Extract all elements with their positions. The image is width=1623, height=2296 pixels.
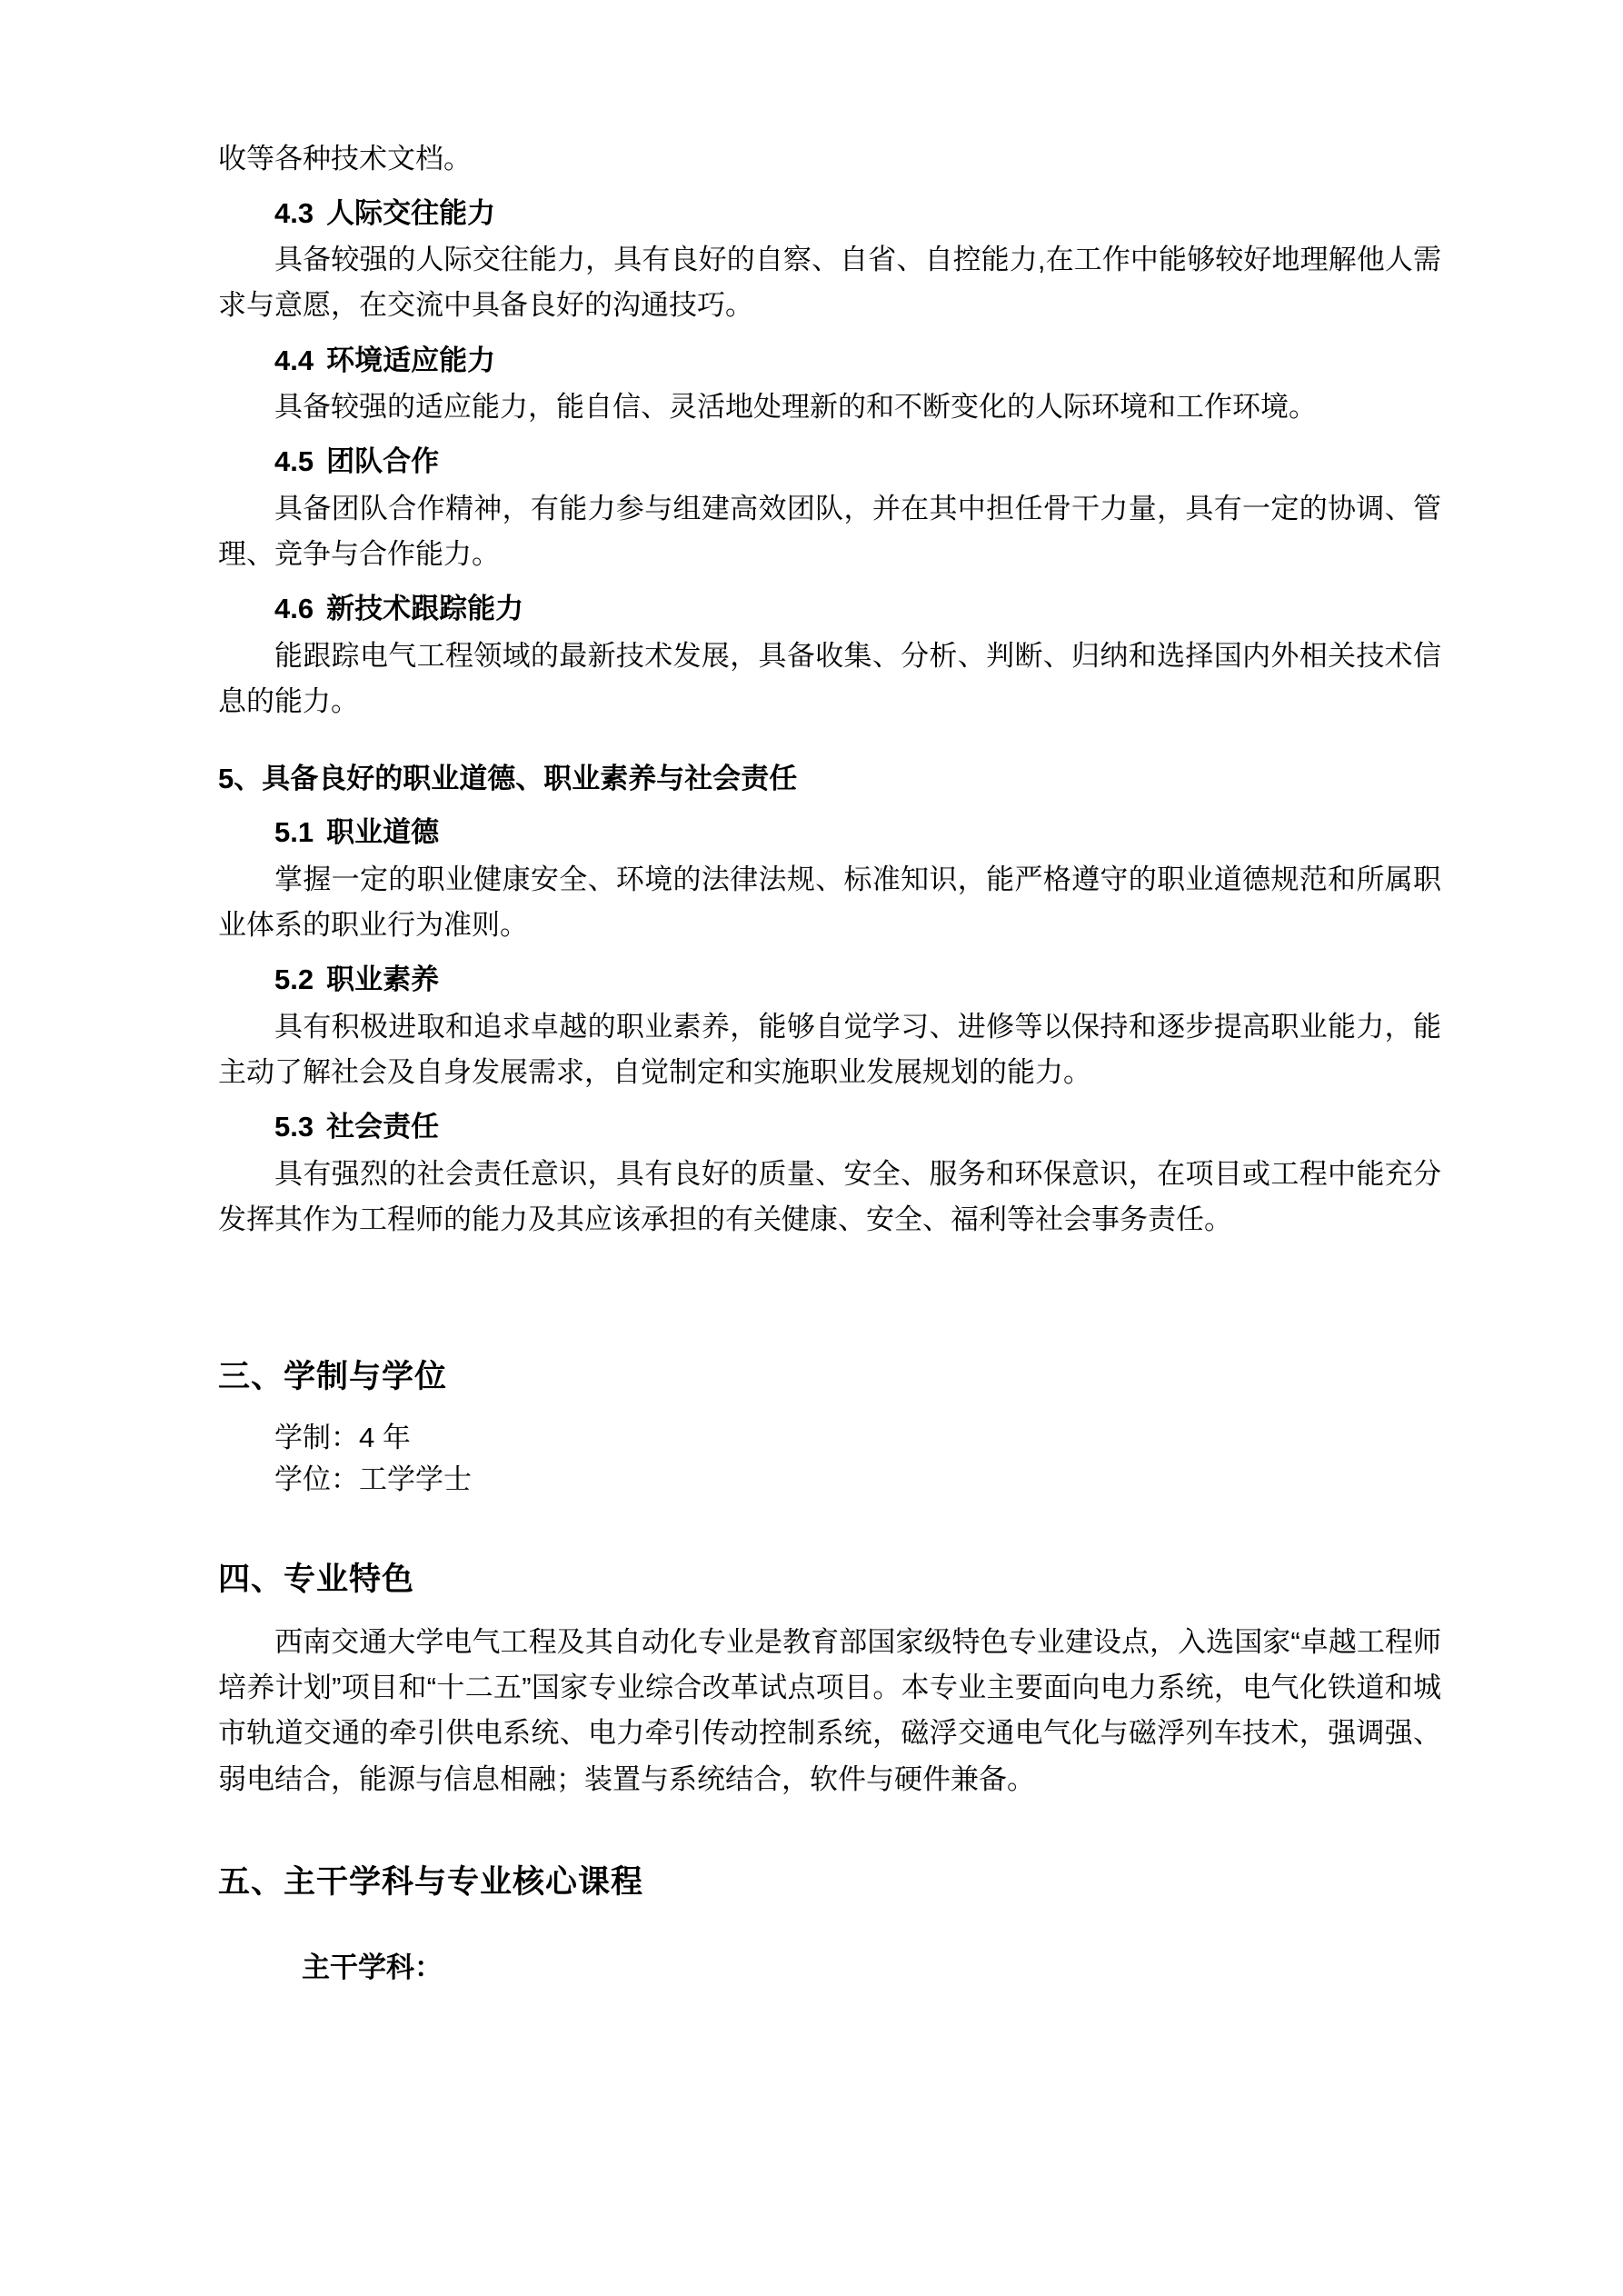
subsection-heading-4-6 [218, 586, 1441, 632]
subsection-title-4-4: 环境适应能力 [326, 344, 496, 376]
chapter-heading-5: 五、主干学科与专业核心课程 [218, 1863, 644, 1900]
subsection-title-5-1: 职业道德 [326, 816, 440, 849]
subsection-heading-5-2 [218, 957, 1441, 1003]
subsection-title-4-3: 人际交往能力 [326, 196, 496, 229]
subsection-heading-5-1 [218, 810, 1441, 855]
subsection-paragraph-4-5: 具备团队合作精神，有能力参与组建高效团队，并在其中担任骨干力量，具有一定的协调、管理、竞争与合作能力。 [218, 493, 1441, 571]
subsection-number-4-6: 4.6 [274, 593, 314, 625]
subsection-heading-4-5 [218, 439, 1441, 484]
subsection-title-5-3: 社会责任 [326, 1111, 440, 1143]
subsection-heading-4-3 [218, 191, 1441, 236]
subsection-heading-4-4 [218, 338, 1441, 384]
chapter4-paragraph: 西南交通大学电气工程及其自动化专业是教育部国家级特色专业建设点，入选国家“卓越工程师培养计划”项目和“十二五”国家专业综合改革试点项目。本专业主要面向电力系统，电气化铁道和城市轨道交通的牵引供电系统、电力牵引传动控制系统，磁浮交通电气化与磁浮列车技术，强调强、弱电结合，能源与信息相融；装置与系统结合，软件与硬件兼备。 [218, 1625, 1441, 1795]
chapter5-subheading-main-disciplines: 主干学科： [302, 1952, 443, 1984]
section-heading-5: 5、具备良好的职业道德、职业素养与社会责任 [218, 762, 798, 794]
chapter3-line-degree: 学位：工学学士 [274, 1462, 472, 1495]
subsection-title-5-2: 职业素养 [326, 963, 440, 996]
subsection-paragraph-5-1: 掌握一定的职业健康安全、环境的法律法规、标准知识，能严格遵守的职业道德规范和所属职业体系的职业行为准则。 [218, 863, 1441, 941]
chapter-heading-4: 四、专业特色 [218, 1562, 415, 1598]
subsection-number-5-2: 5.2 [274, 963, 314, 996]
subsection-paragraph-5-3: 具有强烈的社会责任意识，具有良好的质量、安全、服务和环保意识，在项目或工程中能充分发挥其作为工程师的能力及其应该承担的有关健康、安全、福利等社会事务责任。 [218, 1157, 1441, 1235]
continuation-paragraph: 收等各种技术文档。 [218, 143, 472, 175]
chapter-heading-3: 三、学制与学位 [218, 1359, 448, 1395]
subsection-number-5-3: 5.3 [274, 1111, 314, 1143]
chapter3-line-study-length: 学制：4 年 [274, 1421, 411, 1453]
subsection-heading-5-3 [218, 1104, 1441, 1150]
subsection-paragraph-5-2: 具有积极进取和追求卓越的职业素养，能够自觉学习、进修等以保持和逐步提高职业能力，能主动了解社会及自身发展需求，自觉制定和实施职业发展规划的能力。 [218, 1010, 1441, 1088]
subsection-number-4-4: 4.4 [274, 344, 314, 376]
subsection-number-4-5: 4.5 [274, 445, 314, 478]
subsection-title-4-6: 新技术跟踪能力 [326, 593, 524, 625]
subsection-number-4-3: 4.3 [274, 196, 314, 229]
subsection-title-4-5: 团队合作 [326, 445, 440, 478]
subsection-paragraph-4-3: 具备较强的人际交往能力，具有良好的自察、自省、自控能力,在工作中能够较好地理解他人需求与意愿，在交流中具备良好的沟通技巧。 [218, 244, 1441, 322]
subsection-paragraph-4-4: 具备较强的适应能力，能自信、灵活地处理新的和不断变化的人际环境和工作环境。 [274, 391, 1317, 424]
subsection-paragraph-4-6: 能跟踪电气工程领域的最新技术发展，具备收集、分析、判断、归纳和选择国内外相关技术信息的能力。 [218, 640, 1441, 718]
document-body [218, 136, 1441, 1991]
section-spacer [218, 1244, 1441, 1297]
subsection-number-5-1: 5.1 [274, 816, 314, 849]
